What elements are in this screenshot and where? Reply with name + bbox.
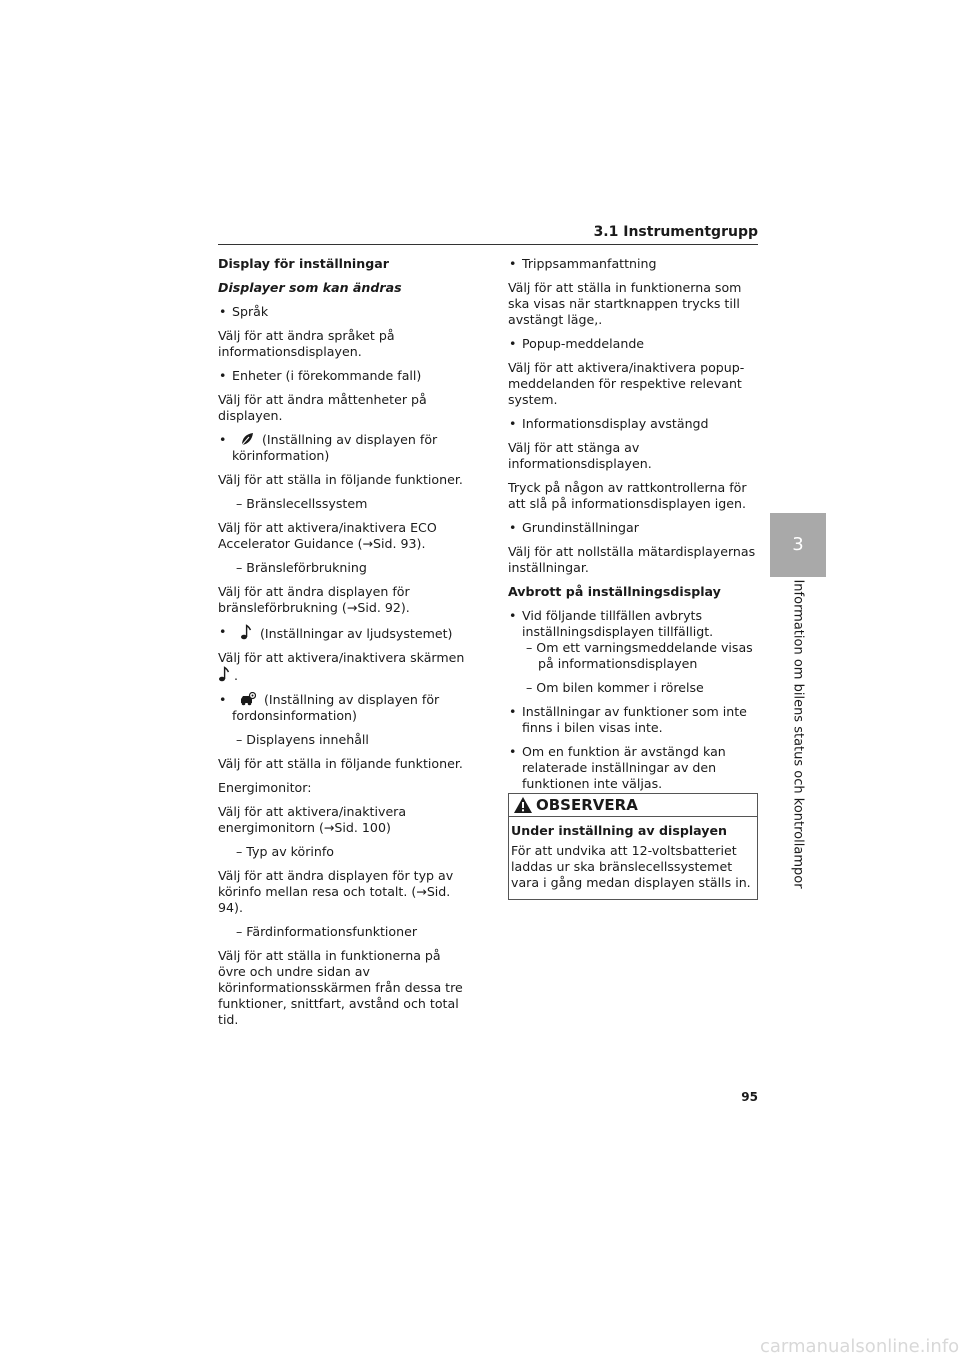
bullet-eco (218, 432, 466, 464)
heading-display-settings: Display för inställningar (218, 256, 389, 271)
bullet-audio (218, 624, 466, 642)
page-number: 95 (741, 1090, 758, 1104)
text-audio-end: . (234, 668, 239, 683)
notice-title: OBSERVERA (536, 796, 638, 814)
leaf-icon (240, 432, 254, 446)
bullet-avbryts: • Vid följande tillfällen avbryts inställningsdisplayen tillfälligt. (508, 608, 758, 640)
section-title: 3.1 Instrumentgrupp (593, 224, 758, 240)
dash-rorelse: – Om bilen kommer i rörelse (526, 680, 704, 695)
text-energimonitor: Energimonitor: (218, 780, 312, 795)
subheading-changeable-displays: Displayer som kan ändras (218, 280, 402, 295)
heading-avbrott: Avbrott på inställningsdisplay (508, 584, 721, 599)
text-typ: Välj för att ändra displayen för typ av körinfo mellan resa och totalt. (→Sid. 94). (218, 868, 454, 915)
notice-subtitle: Under inställning av displayen (511, 823, 727, 838)
text-eco-accelerator: Välj för att aktivera/inaktivera ECO Accelerator Guidance (→Sid. 93). (218, 520, 437, 551)
text-energimonitor-desc: Välj för att aktivera/inaktivera energimonitorn (→Sid. 100) (218, 804, 407, 835)
watermark: carmanualsonline.info (760, 1336, 960, 1357)
notice-box (508, 793, 758, 900)
dash-typ: – Typ av körinfo (236, 844, 335, 859)
text-innehall: Välj för att ställa in följande funktioner. (218, 756, 463, 771)
bullet-eco-label: (Inställning av displayen för körinformation) (232, 432, 438, 463)
bullet-sprak: • Språk (218, 304, 466, 320)
car-settings-icon (240, 692, 256, 706)
text-fard: Välj för att ställa in funktionerna på övre och undre sidan av körinformationsskärmen från dessa tre funktioner, snittfart, avstånd och total tid. (218, 948, 463, 1027)
bullet-info-off: • Informationsdisplay avstängd (508, 416, 758, 432)
bullet-enheter: • Enheter (i förekommande fall) (218, 368, 466, 384)
chapter-tab: 3 (770, 513, 826, 577)
chapter-side-label: Information om bilens status och kontrollampor (790, 579, 806, 889)
warning-triangle-icon (513, 796, 533, 814)
bullet-tripp: • Trippsammanfattning (508, 256, 758, 272)
dash-forbrukning: – Bränsleförbrukning (236, 560, 367, 575)
text-sprak: Välj för att ändra språket på informationsdisplayen. (218, 328, 395, 359)
dash-fard: – Färdinformationsfunktioner (236, 924, 418, 939)
section-header (218, 224, 758, 245)
text-tripp: Välj för att ställa in funktionerna som ska visas när startknappen trycks till avstängt läge,. (508, 280, 742, 327)
bullet-grund: • Grundinställningar (508, 520, 758, 536)
text-grund: Välj för att nollställa mätardisplayernas inställningar. (508, 544, 756, 575)
text-info-off: Välj för att stänga av informationsdisplayen. (508, 440, 652, 471)
bullet-audio-label: (Inställningar av ljudsystemet) (260, 626, 453, 641)
notice-body (509, 817, 757, 899)
bullet-vehicle (218, 692, 466, 724)
bullet-vehicle-label: (Inställning av displayen för fordonsinformation) (232, 692, 440, 723)
left-column (218, 256, 466, 1036)
right-column (508, 256, 758, 800)
text-enheter: Välj för att ändra måttenheter på displayen. (218, 392, 427, 423)
bullet-ej-finns: • Inställningar av funktioner som inte finns i bilen visas inte. (508, 704, 758, 736)
text-tryck: Tryck på någon av rattkontrollerna för att slå på informationsdisplayen igen. (508, 480, 747, 511)
text-eco-intro: Välj för att ställa in följande funktioner. (218, 472, 463, 487)
bullet-popup: • Popup-meddelande (508, 336, 758, 352)
notice-header (509, 794, 757, 817)
text-audio (218, 650, 466, 684)
bullet-avstangd: • Om en funktion är avstängd kan relaterade inställningar av den funktionen inte väljas. (508, 744, 758, 792)
dash-branslecell: – Bränslecellssystem (236, 496, 368, 511)
dash-innehall: – Displayens innehåll (236, 732, 369, 747)
dash-varning: – Om ett varningsmeddelande visas på informationsdisplayen (526, 640, 753, 671)
notice-text: För att undvika att 12-voltsbatteriet laddas ur ska bränslecellssystemet vara i gång medan displayen ställs in. (511, 843, 751, 890)
music-note-icon (240, 624, 252, 640)
text-audio-main: Välj för att aktivera/inaktivera skärmen (218, 650, 465, 665)
music-note-icon-inline (218, 666, 230, 682)
text-popup: Välj för att aktivera/inaktivera popup-meddelanden för respektive relevant system. (508, 360, 745, 407)
text-forbrukning: Välj för att ändra displayen för bränsleförbrukning (→Sid. 92). (218, 584, 410, 615)
